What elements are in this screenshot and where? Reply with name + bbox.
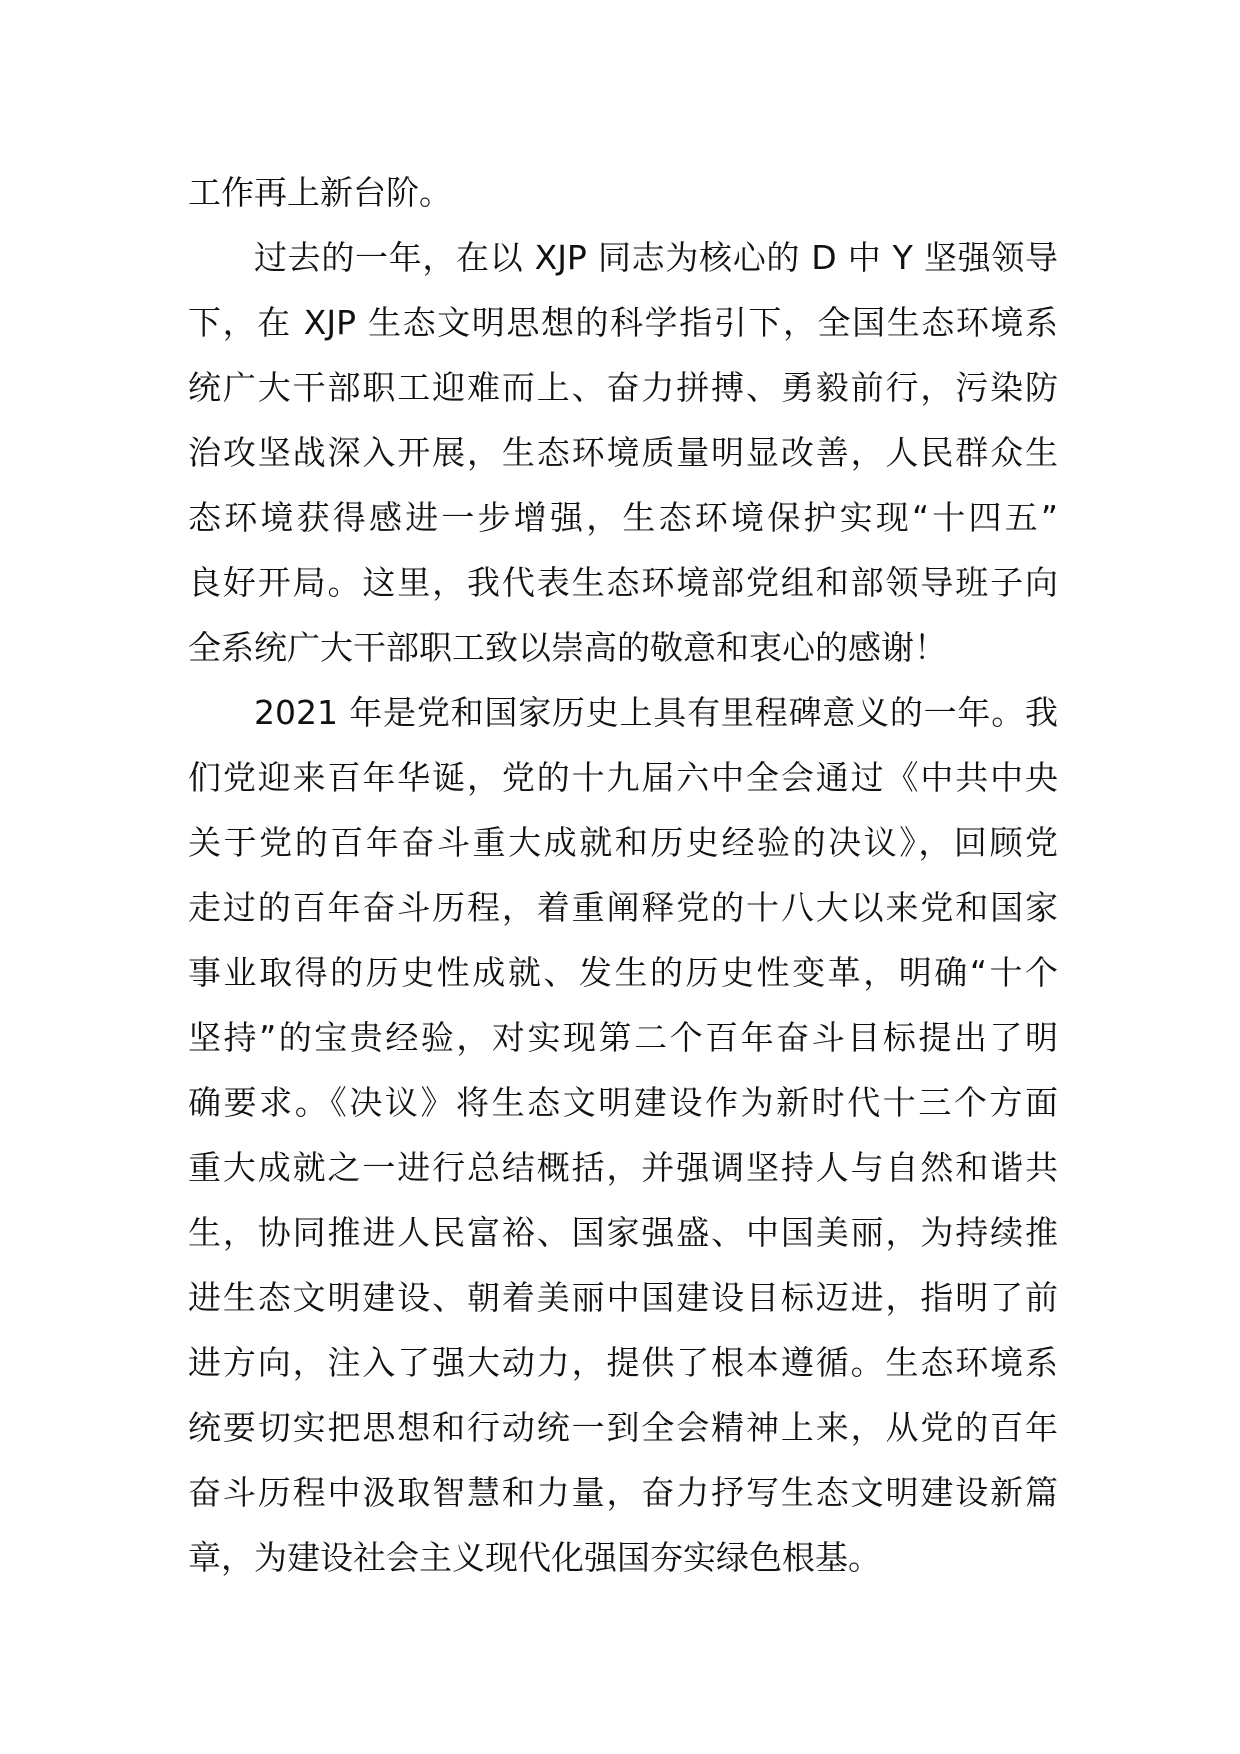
text-line: 过去的一年，在以 XJP 同志为核心的 D 中 Y 坚强领导: [254, 238, 1058, 277]
text-line: 事业取得的历史性成就、发生的历史性变革，明确“十个: [188, 953, 1058, 992]
text-line: 确要求。《决议》将生态文明建设作为新时代十三个方面: [188, 1083, 1058, 1122]
paragraph-continuation: [188, 160, 1058, 225]
text-line: 工作再上新台阶。: [188, 173, 452, 212]
text-line: 治攻坚战深入开展，生态环境质量明显改善，人民群众生: [188, 433, 1058, 472]
paragraph-2021: [188, 680, 1058, 1590]
text-line: 进生态文明建设、朝着美丽中国建设目标迈进，指明了前: [188, 1278, 1058, 1317]
text-line: 2021 年是党和国家历史上具有里程碑意义的一年。我: [254, 693, 1058, 732]
text-line: 关于党的百年奋斗重大成就和历史经验的决议》，回顾党: [188, 823, 1058, 862]
text-line: 良好开局。这里，我代表生态环境部党组和部领导班子向: [188, 563, 1058, 602]
text-line: 全系统广大干部职工致以崇高的敬意和衷心的感谢！: [188, 628, 947, 667]
document-page: [188, 160, 1058, 1590]
text-line: 进方向，注入了强大动力，提供了根本遵循。生态环境系: [188, 1343, 1058, 1382]
text-line: 坚持”的宝贵经验，对实现第二个百年奋斗目标提出了明: [188, 1018, 1058, 1057]
text-line: 统要切实把思想和行动统一到全会精神上来，从党的百年: [188, 1408, 1058, 1447]
text-line: 重大成就之一进行总结概括，并强调坚持人与自然和谐共: [188, 1148, 1058, 1187]
text-line: 奋斗历程中汲取智慧和力量，奋力抒写生态文明建设新篇: [188, 1473, 1058, 1512]
text-line: 下，在 XJP 生态文明思想的科学指引下，全国生态环境系: [188, 303, 1058, 342]
paragraph-review-year: [188, 225, 1058, 680]
text-line: 生，协同推进人民富裕、国家强盛、中国美丽，为持续推: [188, 1213, 1058, 1252]
text-line: 态环境获得感进一步增强，生态环境保护实现“十四五”: [188, 498, 1058, 537]
text-line: 统广大干部职工迎难而上、奋力拼搏、勇毅前行，污染防: [188, 368, 1058, 407]
text-line: 章，为建设社会主义现代化强国夯实绿色根基。: [188, 1538, 881, 1577]
text-line: 们党迎来百年华诞，党的十九届六中全会通过《中共中央: [188, 758, 1058, 797]
text-line: 走过的百年奋斗历程，着重阐释党的十八大以来党和国家: [188, 888, 1058, 927]
